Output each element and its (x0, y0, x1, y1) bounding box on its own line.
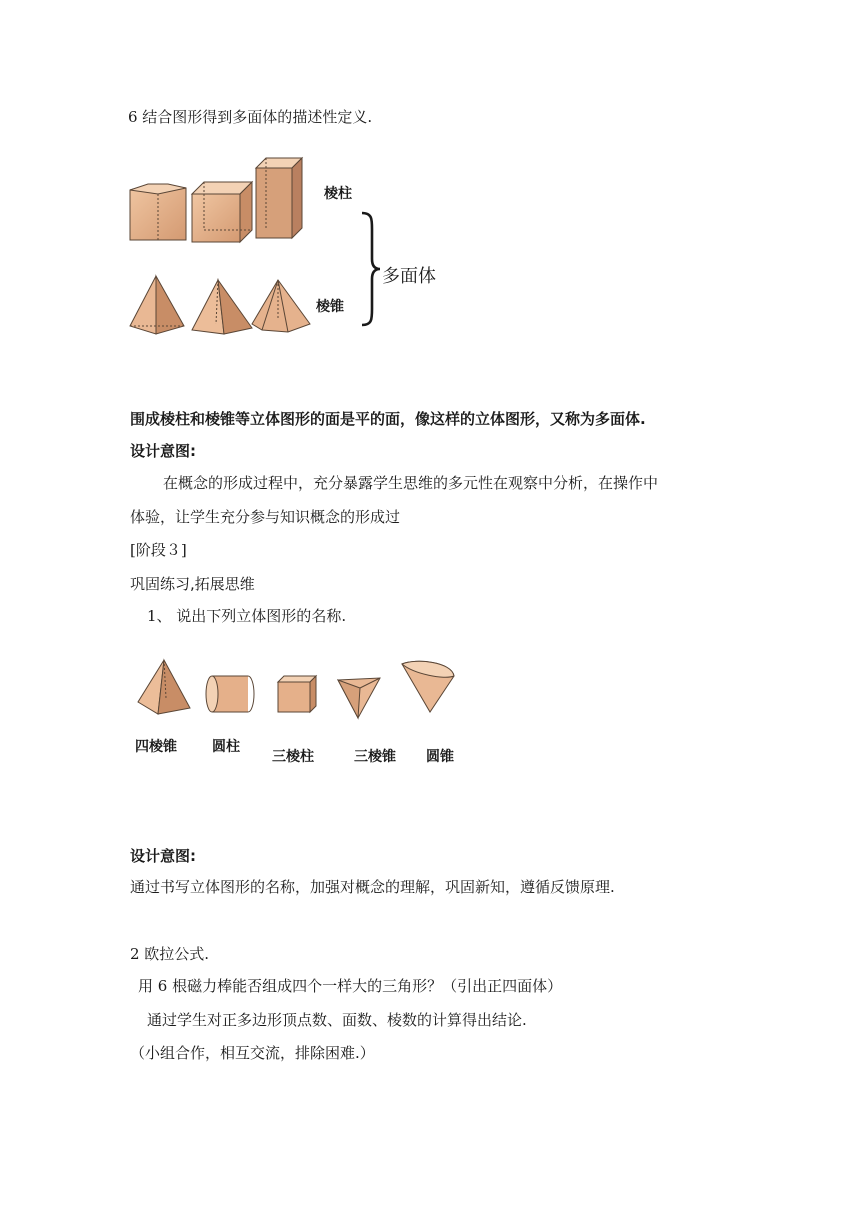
prism-figures (128, 154, 313, 246)
shape-name-label: 四棱锥 (135, 739, 177, 755)
tall-prism-shape (256, 158, 302, 238)
section-heading: 6 结合图形得到多面体的描述性定义. (128, 108, 373, 126)
design-intent-text: 在概念的形成过程中，充分暴露学生思维的多元性在观察中分析，在操作中 (163, 474, 659, 492)
exercise-figures (134, 656, 464, 722)
shape-name-label: 圆柱 (212, 739, 240, 755)
design-intent-text: 体验，让学生充分参与知识概念的形成过 (130, 508, 401, 526)
euler-text: 用 6 根磁力棒能否组成四个一样大的三角形？（引出正四面体） (138, 977, 563, 995)
shape-name-label: 三棱锥 (354, 749, 396, 765)
shape-name-label: 三棱柱 (272, 749, 314, 765)
polyhedron-label: 多面体 (382, 266, 436, 287)
design-intent-title: 设计意图: (130, 442, 196, 460)
euler-heading: 2 欧拉公式. (130, 945, 210, 963)
cone-shape (402, 661, 454, 712)
prism-label: 棱柱 (324, 186, 352, 202)
brace-icon (360, 211, 382, 327)
shape-name-label: 圆锥 (426, 749, 454, 765)
pentagonal-prism-shape (130, 184, 186, 240)
triangular-pyramid-shape (338, 678, 380, 718)
design-intent-title: 设计意图: (130, 847, 196, 865)
polyhedron-definition: 围成棱柱和棱锥等立体图形的面是平的面，像这样的立体图形，又称为多面体. (130, 410, 646, 428)
square-pyramid-shape (192, 280, 252, 334)
stage-heading: [阶段３] (130, 541, 187, 559)
pyramid-figures (128, 274, 313, 338)
exercise-1: 1、 说出下列立体图形的名称. (147, 607, 347, 625)
cylinder-shape (206, 676, 254, 712)
cube-shape (192, 182, 252, 242)
design-intent-text: 通过书写立体图形的名称，加强对概念的理解，巩固新知，遵循反馈原理. (130, 878, 615, 896)
triangular-pyramid-shape (130, 276, 184, 334)
hexagonal-pyramid-shape (252, 280, 310, 332)
pyramid-label: 棱锥 (316, 299, 344, 315)
euler-text: 通过学生对正多边形顶点数、面数、棱数的计算得出结论. (147, 1011, 527, 1029)
euler-text: （小组合作，相互交流，排除困难.） (130, 1044, 375, 1062)
consolidate-heading: 巩固练习,拓展思维 (130, 575, 255, 593)
square-pyramid-shape (138, 660, 190, 714)
triangular-prism-shape (278, 676, 316, 712)
